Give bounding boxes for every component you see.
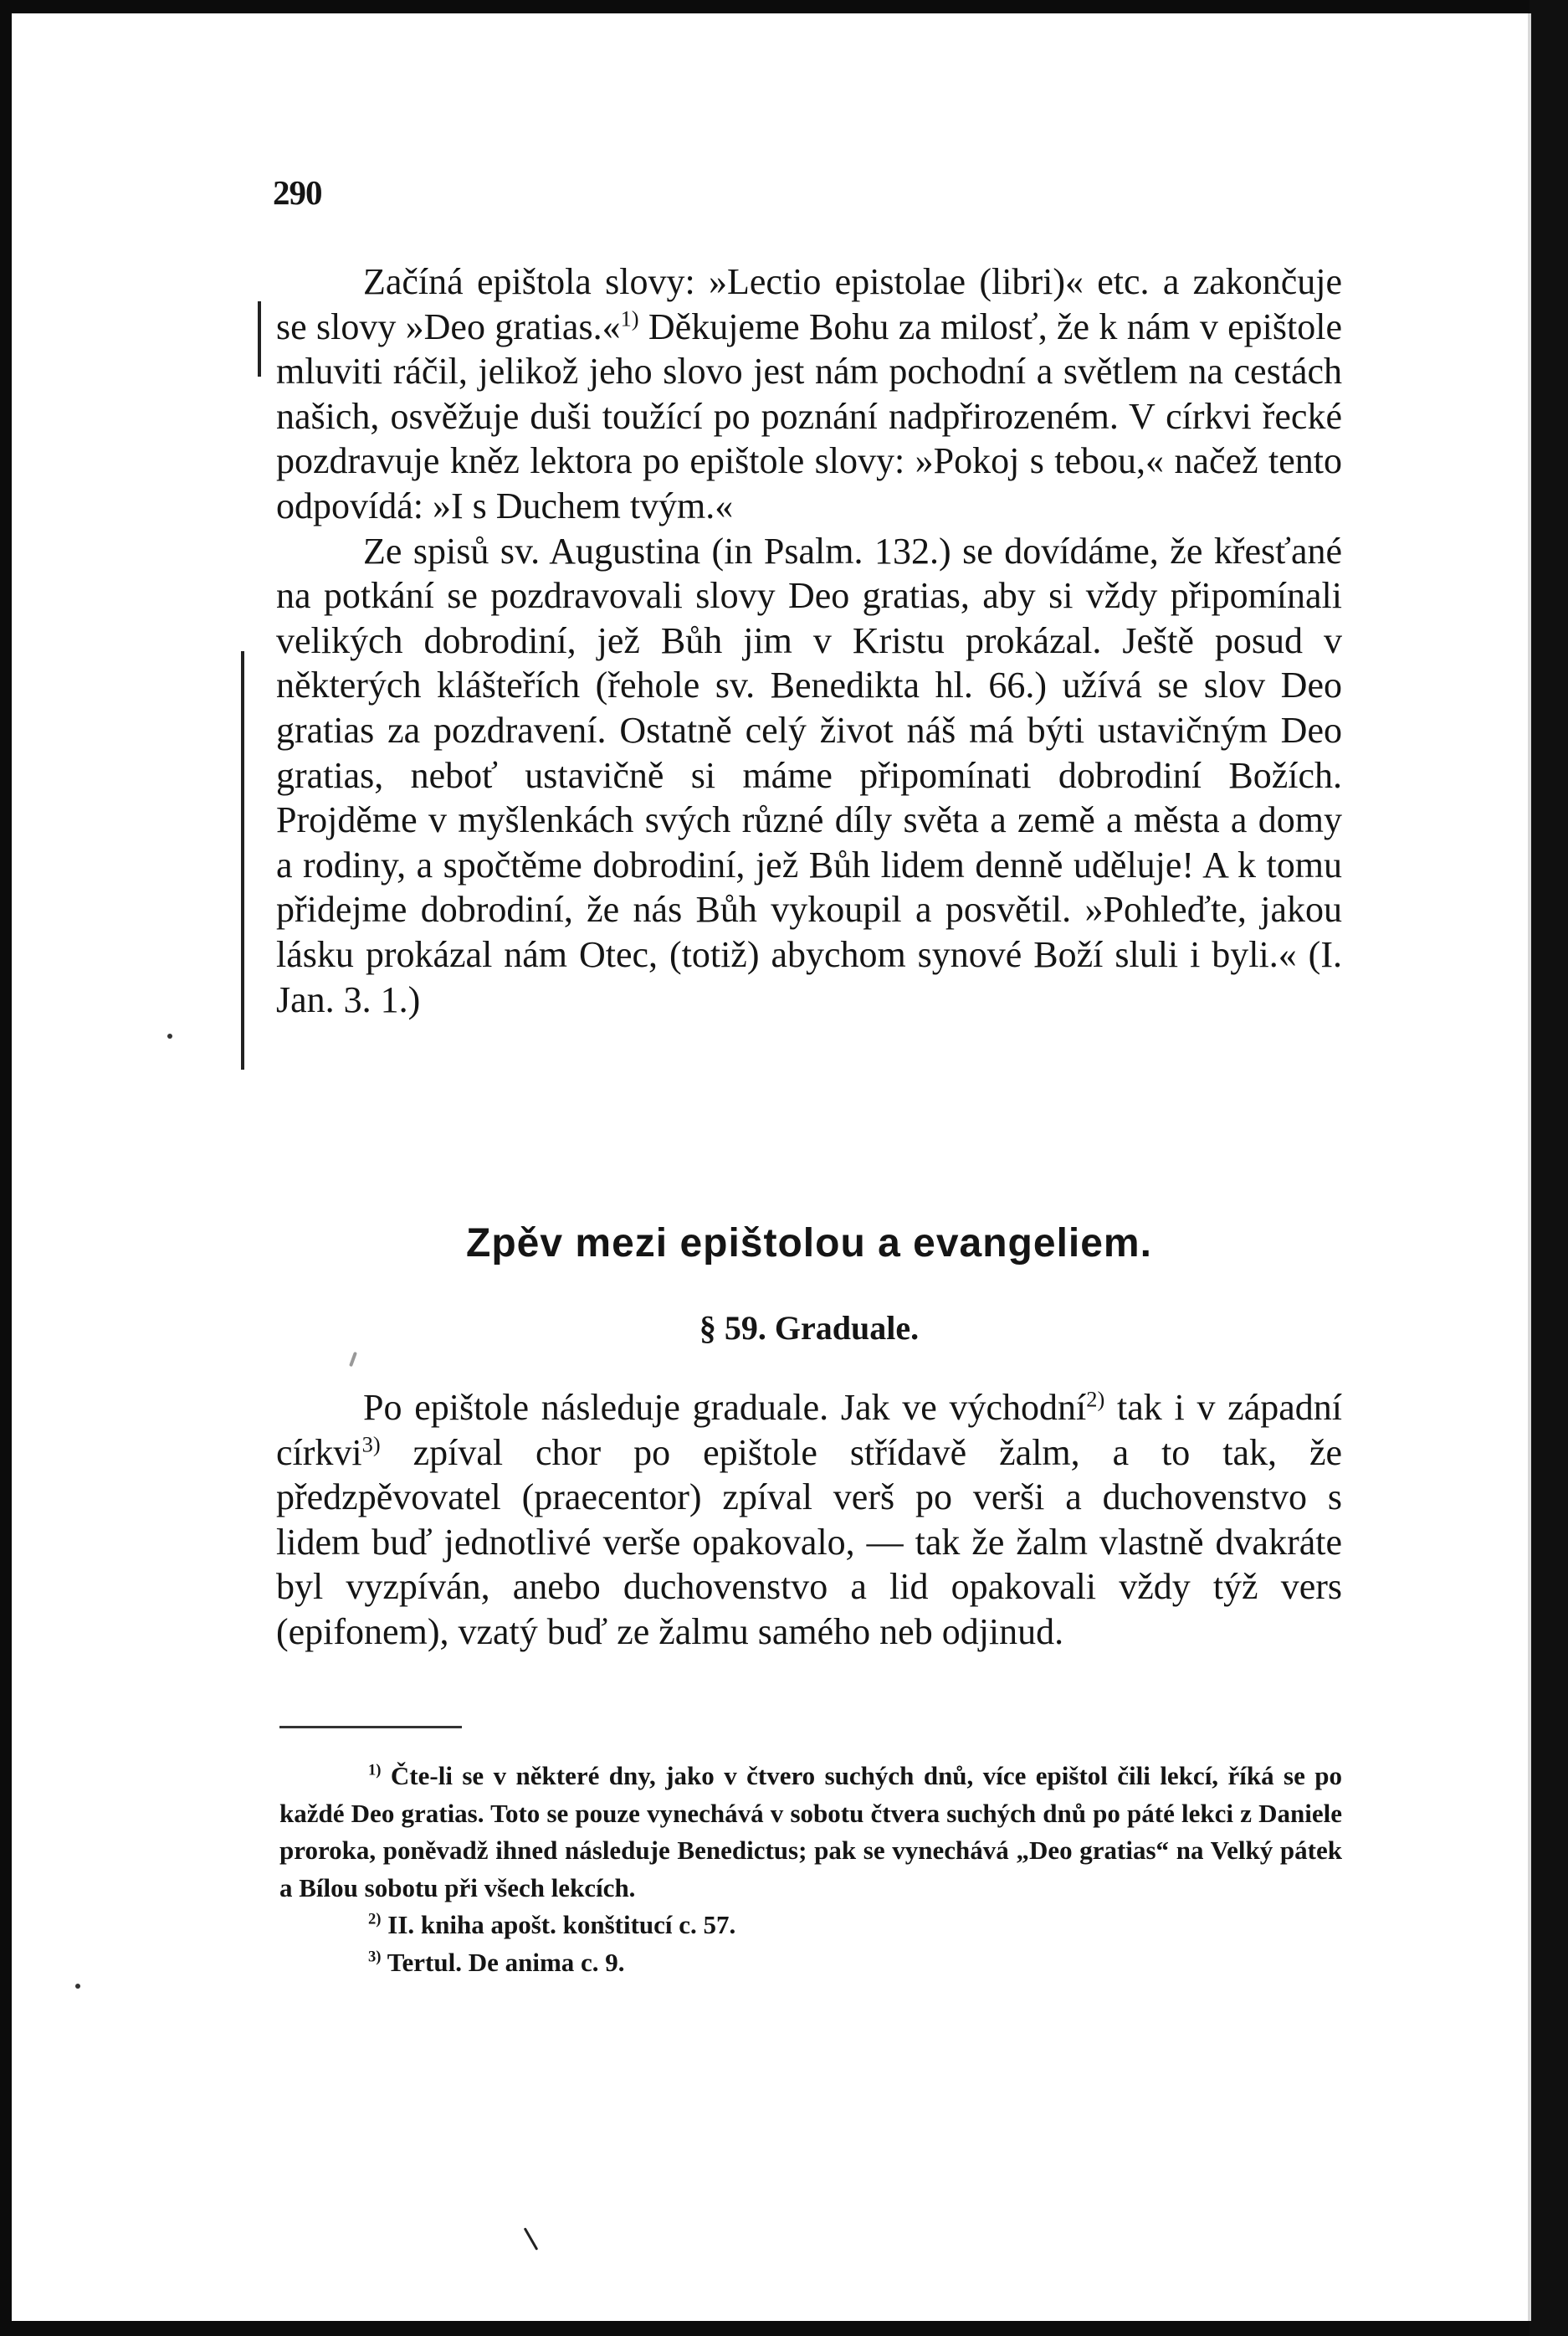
footnote-3 xyxy=(279,1944,1342,1982)
scan-border-left xyxy=(0,0,12,2336)
section-heading: Zpěv mezi epištolou a evangeliem. xyxy=(466,1221,1152,1266)
margin-mark xyxy=(241,651,244,1070)
section-number: § 59. Graduale. xyxy=(699,1309,920,1347)
margin-mark xyxy=(258,301,261,377)
paragraph-text: Začíná epištola slovy: »Lectio epistolae (libri)« etc. a zakončuje se slovy »Deo gratias.« xyxy=(276,261,1342,347)
footnote-mark: 1) xyxy=(368,1761,382,1779)
paragraph-text: Po epištole následuje graduale. Jak ve východní xyxy=(363,1387,1087,1428)
body-text-top xyxy=(276,259,1342,1022)
scan-border-bottom xyxy=(0,2321,1568,2336)
paragraph-graduale xyxy=(276,1385,1342,1655)
footnote-ref-2[interactable]: 2) xyxy=(1086,1386,1105,1412)
page-number: 290 xyxy=(273,173,322,212)
footnote-rule xyxy=(279,1726,462,1728)
paragraph-deo-gratias: Ze spisů sv. Augustina (in Psalm. 132.) se dovídáme, že křesťané na potkání se pozdravovali slovy Deo gratias, aby si vždy připomínali velikých dobrodiní, jež Bůh jim v Kristu prokázal. Ještě posud v některých klášteřích (řehole sv. Benedikta hl. 66.) užívá se slov Deo gratias za pozdravení. Ostatně celý život náš má býti ustavičným Deo gratias, neboť ustavičně si máme připomínati dobrodiní Božích. Projděme v myšlenkách svých různé díly světa a země a města a domy a rodiny, a spočtěme dobrodiní, jež Bůh lidem denně uděluje! A k tomu přidejme dobrodiní, že nás Bůh vykoupil a posvětil. »Pohleďte, jakou lásku prokázal nám Otec, (totiž) abychom synové Boží sluli i byli.« (I. Jan. 3. 1.) xyxy=(276,530,1342,1020)
scan-border-top xyxy=(0,0,1568,13)
footnote-ref-1[interactable]: 1) xyxy=(620,305,639,331)
scan-speck xyxy=(167,1034,172,1039)
footnote-2 xyxy=(279,1907,1342,1944)
scan-speck xyxy=(349,1352,357,1367)
body-text-graduale xyxy=(276,1385,1342,1655)
scan-border-right xyxy=(1530,0,1568,2336)
footnote-mark: 2) xyxy=(368,1910,382,1928)
scan-speck xyxy=(75,1984,80,1989)
scan-speck xyxy=(524,2227,539,2250)
footnote-mark: 3) xyxy=(368,1948,382,1966)
footnote-text: II. kniha apošt. konštitucí c. 57. xyxy=(381,1910,736,1939)
footnotes xyxy=(279,1758,1342,1981)
paragraph-text: tak i v západní církvi xyxy=(276,1387,1343,1473)
scan-border-inner-edge xyxy=(1528,13,1531,2321)
footnote-1 xyxy=(279,1758,1342,1907)
footnote-text: Čte-li se v některé dny, jako v čtvero suchých dnů, více epištol čili lekcí, říká se po každé Deo gratias. Toto se pouze vynechává v sobotu čtvera suchých dnů po páté lekci z Daniele proroka, poněvadž ihned následuje Benedictus; pak se vynechává „Deo gratias“ na Velký pátek a Bílou sobotu při všech lekcích. xyxy=(279,1761,1342,1902)
paragraph-text: Děkujeme Bohu za milosť, že k nám v epištole mluviti ráčil, jelikož jeho slovo jest nám pochodní a světlem na cestách našich, osvěžuje duši toužící po poznání nadpřirozeném. V církvi řecké pozdravuje kněz lektora po epištole slovy: »Pokoj s tebou,« načež tento odpovídá: »I s Duchem tvým.« xyxy=(276,305,1342,526)
footnote-ref-3[interactable]: 3) xyxy=(361,1430,381,1456)
footnote-text: Tertul. De anima c. 9. xyxy=(381,1947,625,1977)
paragraph-text: zpíval chor po epištole střídavě žalm, a to tak, že předzpěvovatel (praecentor) zpíval verš po verši a duchovenstvo s lidem buď jednotlivé verše opakovalo, — tak že žalm vlastně dvakráte byl vyzpíván, anebo duchovenstvo a lid opakovali vždy týž vers (epifonem), vzatý buď ze žalmu samého neb odjinud. xyxy=(276,1431,1342,1652)
paragraph-epistle-ending xyxy=(276,259,1342,529)
